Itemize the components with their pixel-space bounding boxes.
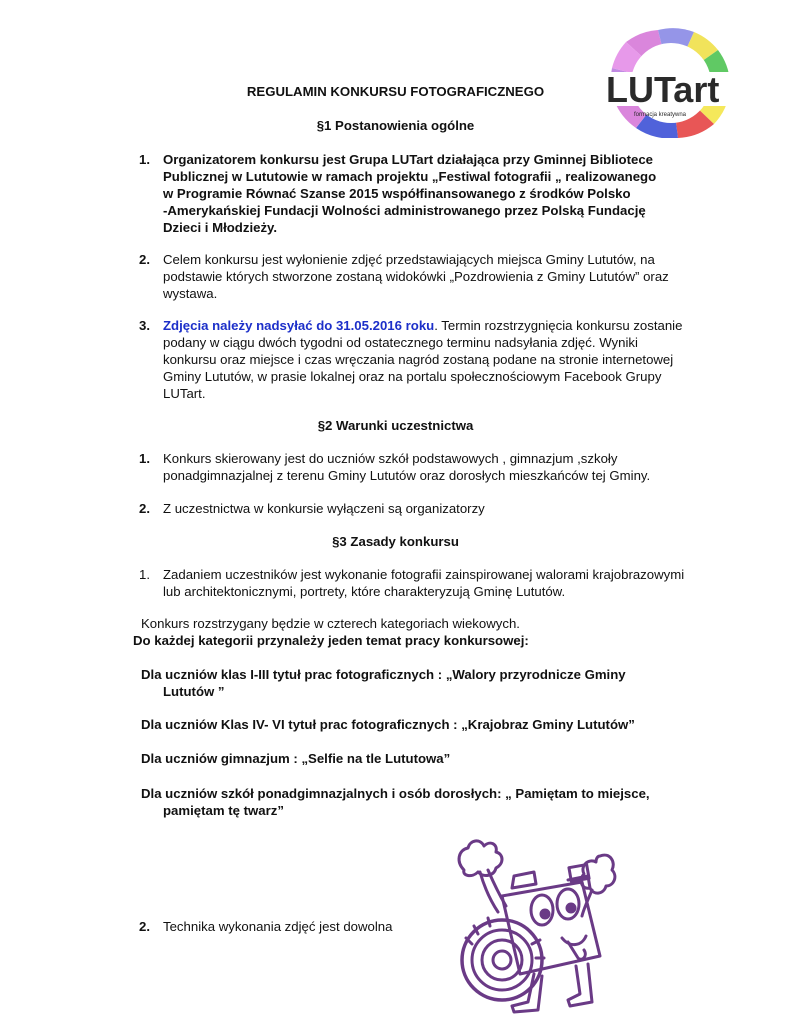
s2-item2-number: 2.	[139, 501, 150, 516]
deadline-highlight: Zdjęcia należy nadsyłać do 31.05.2016 roku	[163, 318, 435, 333]
s1-item1-text: Organizatorem konkursu jest Grupa LUTart działająca przy Gminnej Bibliotece Publicznej w Lututowie w ramach projektu „Festiwal fotografii „ realizowanego w Programie Równać Szanse 2015 współfinansowanego z środków Polsko -Amerykańskiej Fundacji Wolności administrowanego przez Polską Fundację Dzieci i Młodzieży.	[163, 152, 657, 235]
svg-text:LUTart: LUTart	[606, 69, 720, 110]
category-3: Dla uczniów gimnazjum : „Selfie na tle Lututowa”	[141, 751, 451, 766]
svg-text:formacja kreatywna: formacja kreatywna	[634, 112, 687, 118]
camera-cartoon-illustration	[450, 826, 625, 1016]
s1-item3-text: Zdjęcia należy nadsyłać do 31.05.2016 roku. Termin rozstrzygnięcia konkursu zostanie podany w ciągu dwóch tygodni od ostatecznego terminu nadsyłania zdjęć. Wyniki konkursu oraz miejsce i czas wręczania nagród zostaną podane na stronie internetowej Gminy Lututów, w prasie lokalnej oraz na portalu społecznościowym Facebook Grupy LUTart.	[163, 318, 683, 401]
s1-item3-number: 3.	[139, 318, 150, 333]
s2-item2-text: Z uczestnictwa w konkursie wyłączeni są organizatorzy	[163, 501, 485, 516]
s1-item2-number: 2.	[139, 252, 150, 267]
s1-item1-number: 1.	[139, 152, 150, 167]
s2-item1-number: 1.	[139, 451, 150, 466]
section1-heading: §1 Postanowienia ogólne	[316, 118, 475, 133]
categories-rule: Do każdej kategorii przynależy jeden temat pracy konkursowej:	[133, 633, 529, 648]
section2-heading: §2 Warunki uczestnictwa	[317, 418, 474, 433]
categories-intro: Konkurs rozstrzygany będzie w czterech kategoriach wiekowych.	[141, 616, 520, 631]
s3-item1-number: 1.	[139, 567, 150, 582]
s1-item2-text: Celem konkursu jest wyłonienie zdjęć przedstawiających miejsca Gminy Lututów, na podstawie których stworzone zostaną widokówki „Pozdrowienia z Gminy Lututów” oraz wystawa.	[163, 252, 669, 301]
category-2: Dla uczniów Klas IV- VI tytuł prac fotograficznych : „Krajobraz Gminy Lututów”	[141, 717, 635, 732]
s3-item2-number: 2.	[139, 919, 150, 934]
section3-heading: §3 Zasady konkursu	[332, 534, 459, 549]
s2-item1-text: Konkurs skierowany jest do uczniów szkół podstawowych , gimnazjum ,szkoły ponadgimnazjalnej z terenu Gminy Lututów oraz dorosłych mieszkańców tej Gminy.	[163, 451, 651, 483]
s3-item2-text: Technika wykonania zdjęć jest dowolna	[163, 919, 393, 934]
category-1: Dla uczniów klas I-III tytuł prac fotograficznych : „Walory przyrodnicze Gminy Lututów ”	[141, 667, 626, 699]
category-4: Dla uczniów szkół ponadgimnazjalnych i osób dorosłych: „ Pamiętam to miejsce, pamiętam tę twarz”	[141, 786, 650, 818]
s3-item1-text: Zadaniem uczestników jest wykonanie fotografii zainspirowanej walorami krajobrazowymi lub architektonicznymi, portrety, które charakteryzują Gminę Lututów.	[163, 567, 685, 599]
document-title: REGULAMIN KONKURSU FOTOGRAFICZNEGO	[246, 84, 545, 99]
